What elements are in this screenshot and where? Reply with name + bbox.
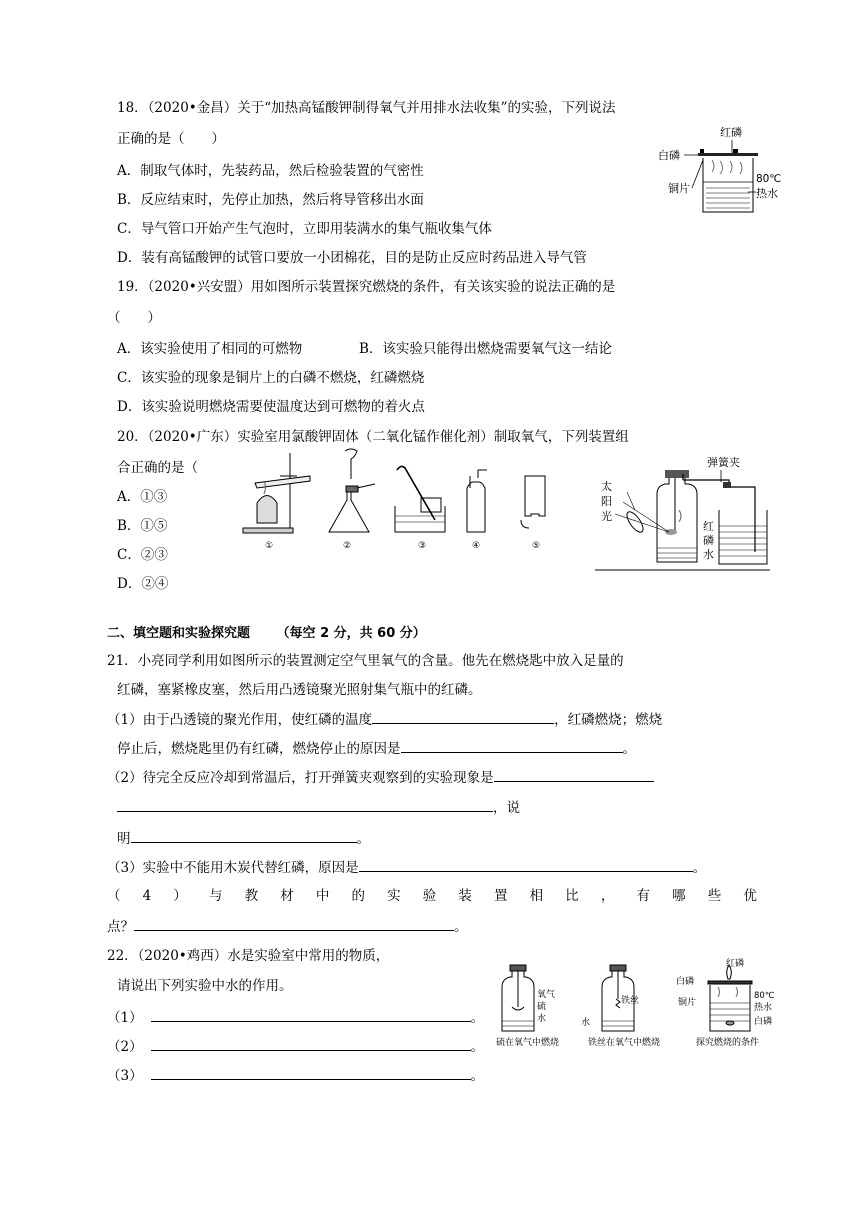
section-2-title-text: 二、填空题和实验探究题 [107, 626, 251, 641]
q21-blank-7[interactable] [134, 916, 454, 931]
q20-stem-line2: 合正确的是（ [117, 460, 198, 476]
q22-answer-label-2: （2） [107, 1039, 143, 1055]
q21-blank-2[interactable] [401, 738, 623, 753]
q21-part4-char: 材 [280, 888, 294, 904]
q21-part4-char: 相 [529, 888, 544, 904]
q21-part1-prompt-c: 停止后，燃烧匙里仍有红磷，燃烧停止的原因是 [117, 741, 401, 757]
apparatus-label-2: ② [342, 541, 352, 551]
q21-part1-line1 [107, 709, 662, 730]
fig-q21-red-label-1: 红 [703, 520, 714, 533]
q21-blank-5[interactable] [131, 828, 357, 843]
fig-q19-red-p-label: 红磷 [720, 126, 742, 139]
q21-part4-char: 4 [142, 888, 152, 904]
q21-part2-prompt-c: 明 [117, 831, 131, 847]
q21-part4-justified-line [107, 886, 757, 906]
fig-q22-water-label-1: 水 [537, 1014, 547, 1024]
fig-q19-white-p-label: 白磷 [658, 149, 680, 162]
fig-q22-temp-label: 80℃ [754, 991, 775, 1001]
water-experiments-figure [490, 955, 785, 1050]
fig-q22-oxygen-label: 氧气 [537, 990, 556, 1000]
q22-answer-line-3 [107, 1065, 484, 1086]
fig-q21-sun-label-2: 阳 [601, 495, 612, 508]
q21-part1-line2 [117, 738, 636, 759]
fig-q22-caption-1: 硫在氧气中燃烧 [496, 1038, 560, 1048]
fig-q22-sulfur-label: 硫 [537, 1002, 547, 1012]
q18-option-b: B．反应结束时，先停止加热，然后将导管移出水面 [117, 192, 424, 208]
q22-answer-end-3: 。 [470, 1068, 485, 1084]
gas-apparatus-figure [235, 448, 560, 558]
fig-q19-hot-water-label: 热水 [756, 187, 778, 200]
q21-blank-1[interactable] [372, 709, 554, 724]
q22-answer-label-3: （3） [107, 1068, 143, 1084]
fig-q22-red-p-label: 红磷 [726, 959, 745, 969]
apparatus-label-3: ③ [417, 541, 427, 551]
q21-part4-char: 与 [208, 888, 223, 904]
apparatus-label-5: ⑤ [531, 541, 541, 551]
q19-option-c: C．该实验的现象是铜片上的白磷不燃烧，红磷燃烧 [117, 370, 425, 386]
q21-part3-line [107, 857, 706, 878]
q21-stem-line2: 红磷，塞紧橡皮塞，然后用凸透镜聚光照射集气瓶中的红磷。 [117, 682, 482, 698]
q21-part4-char: 优 [743, 888, 757, 904]
q22-blank-2[interactable] [151, 1036, 471, 1051]
q19-option-b: B．该实验只能得出燃烧需要氧气这一结论 [359, 341, 612, 357]
q18-option-d: D．装有高锰酸钾的试管口要放一小团棉花，目的是防止反应时药品进入导气管 [117, 250, 587, 266]
q22-blank-3[interactable] [151, 1065, 471, 1080]
fig-q21-spring-clip-label: 弹簧夹 [707, 456, 740, 469]
fig-q21-red-label-2: 磷 [703, 534, 714, 547]
q21-part4-char: 的 [351, 888, 365, 904]
fig-q22-white-p-label-2: 白磷 [754, 1017, 773, 1027]
apparatus-label-4: ④ [471, 541, 481, 551]
fig-q22-caption-3: 探究燃烧的条件 [696, 1038, 760, 1048]
fig-q22-water-label-2: 水 [581, 1018, 591, 1028]
q22-answer-label-1: （1） [107, 1010, 143, 1026]
q21-part4-char: 些 [707, 888, 722, 904]
q18-option-a: A．制取气体时，先装药品，然后检验装置的气密性 [117, 163, 424, 179]
q21-part4-char: 有 [636, 888, 650, 904]
q22-answer-end-2: 。 [470, 1039, 485, 1055]
apparatus-4-bottle [467, 470, 487, 532]
section-2-score: （每空 2 分，共 60 分） [276, 626, 426, 641]
q21-part3-prompt: （3）实验中不能用木炭代替红磷，原因是 [107, 860, 359, 876]
q21-part4-char: 教 [244, 888, 259, 904]
q21-part4-char: 比 [565, 888, 579, 904]
q20-option-c: C．②③ [117, 547, 168, 563]
q19-stem-line2: （ ） [107, 310, 161, 326]
q21-part2-prompt-a: （2）待完全反应冷却到常温后，打开弹簧夹观察到的实验现象是 [107, 770, 494, 786]
q22-answer-line-1 [107, 1007, 484, 1028]
q22-answer-end-1: 。 [470, 1010, 485, 1026]
q21-part2-line1 [107, 767, 654, 788]
apparatus-1-heating [243, 453, 310, 533]
q21-part4-end: 。 [454, 919, 468, 935]
q21-part4-char: 置 [493, 888, 508, 904]
q21-part2-prompt-b: ，说 [493, 800, 520, 816]
fig-q19-copper-label: 铜片 [668, 182, 690, 195]
combustion-conditions-figure [640, 120, 790, 225]
q21-part4-char: （ [107, 888, 121, 904]
fig-q21-sun-label-1: 太 [601, 480, 612, 493]
q21-part4-char: 哪 [672, 888, 686, 904]
fig-q21-water-label: 水 [703, 548, 714, 561]
q21-blank-6[interactable] [359, 857, 693, 872]
q21-part4-char: 验 [422, 888, 437, 904]
q20-option-d: D．②④ [117, 576, 169, 592]
fig-q19-temp-label: 80℃ [756, 173, 782, 185]
q22-answer-line-2 [107, 1036, 484, 1057]
q21-part4-char: 中 [315, 888, 330, 904]
q21-part1-prompt-a: （1）由于凸透镜的聚光作用，使红磷的温度 [107, 712, 373, 728]
q19-option-a: A．该实验使用了相同的可燃物 [117, 341, 303, 357]
fig-q21-sun-label-3: 光 [601, 510, 612, 523]
q18-option-c: C．导气管口开始产生气泡时，立即用装满水的集气瓶收集气体 [117, 221, 492, 237]
q22-stem-line2: 请说出下列实验中水的作用。 [117, 978, 293, 994]
q22-blank-1[interactable] [151, 1007, 471, 1022]
q21-part2-line3 [117, 828, 370, 849]
q21-part1-prompt-b: ，红磷燃烧；燃烧 [554, 712, 663, 728]
q21-blank-3[interactable] [494, 767, 654, 782]
section-2-title [107, 624, 426, 644]
q21-part4-line2 [107, 916, 468, 937]
fig-q22-caption-2: 铁丝在氧气中燃烧 [588, 1038, 661, 1048]
q20-option-b: B．①⑤ [117, 518, 168, 534]
q21-stem-line1: 21．小亮同学利用如图所示的装置测定空气里氧气的含量。他先在燃烧匙中放入足量的 [107, 653, 624, 669]
q19-option-d: D．该实验说明燃烧需要使温度达到可燃物的着火点 [117, 399, 425, 415]
apparatus-3-water-trough [395, 466, 445, 532]
sulfur-burning-bottle [502, 965, 534, 1031]
apparatus-2-flask [329, 449, 375, 532]
q21-part4-char: 实 [387, 888, 401, 904]
fig-q22-copper-label: 铜片 [678, 998, 697, 1008]
q21-blank-4[interactable] [117, 797, 493, 812]
apparatus-5-inverted-bottle [521, 476, 545, 528]
q18-stem-line2: 正确的是（ ） [117, 131, 225, 147]
combustion-beaker [708, 965, 752, 1031]
fig-q22-iron-wire-label: 铁丝 [621, 996, 640, 1006]
q21-part4-char: ， [600, 888, 615, 904]
q21-part4-char: ） [173, 888, 187, 904]
q21-part1-end: 。 [622, 741, 636, 757]
q21-part4-prompt-b: 点？ [107, 919, 134, 935]
q21-part4-char: 装 [458, 888, 472, 904]
apparatus-label-1: ① [264, 541, 274, 551]
fig-q22-hot-water-label: 热水 [754, 1003, 773, 1013]
oxygen-content-figure [595, 452, 770, 582]
q21-part2-line2 [117, 797, 520, 818]
q20-option-a: A．①③ [117, 489, 168, 505]
q21-part2-end: 。 [356, 831, 370, 847]
q19-stem-line1: 19．（2020•兴安盟）用如图所示装置探究燃烧的条件，有关该实验的说法正确的是 [117, 279, 616, 295]
q21-part3-end: 。 [692, 860, 707, 876]
fig-q22-white-p-label: 白磷 [676, 977, 695, 987]
q18-stem-line1: 18．（2020•金昌）关于“加热高锰酸钾制得氧气并用排水法收集”的实验，下列说法 [117, 100, 616, 116]
q20-stem-line1: 20．（2020•广东）实验室用氯酸钾固体（二氧化锰作催化剂）制取氧气，下列装置组 [117, 429, 629, 445]
q22-stem-line1: 22．（2020•鸡西）水是实验室中常用的物质， [107, 948, 390, 964]
